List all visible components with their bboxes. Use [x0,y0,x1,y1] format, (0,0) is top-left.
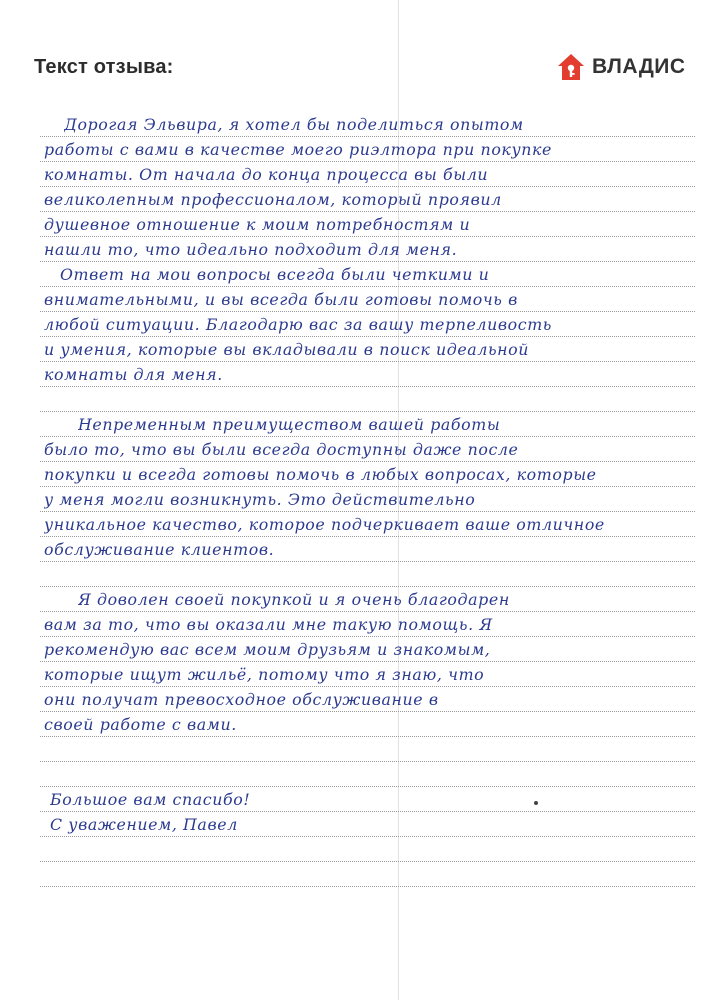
ruled-line [40,361,695,362]
ruled-line [40,686,695,687]
ruled-line [40,836,695,837]
ruled-line [40,486,695,487]
ruled-line [40,536,695,537]
ruled-line [40,611,695,612]
ruled-line [40,886,695,887]
ruled-line [40,761,695,762]
handwritten-line: Ответ на мои вопросы всегда были четкими и [60,265,490,284]
brand-name: ВЛАДИС [592,55,686,78]
handwritten-line: Я доволен своей покупкой и я очень благодарен [78,590,510,609]
ruled-line [40,736,695,737]
handwritten-line: Дорогая Эльвира, я хотел бы поделиться опытом [64,115,524,134]
page-title: Текст отзыва: [34,56,174,78]
handwritten-line: нашли то, что идеально подходит для меня. [44,240,458,259]
ruled-line [40,236,695,237]
handwritten-line: работы с вами в качестве моего риэлтора при покупке [44,140,552,159]
handwritten-line: вам за то, что вы оказали мне такую помощь. Я [44,615,493,634]
ruled-line [40,161,695,162]
handwritten-line: рекомендую вас всем моим друзьям и знакомым, [44,640,491,659]
handwritten-line: и умения, которые вы вкладывали в поиск идеальной [44,340,530,359]
ruled-line [40,861,695,862]
ruled-line [40,386,695,387]
ruled-line [40,561,695,562]
handwritten-line: обслуживание клиентов. [44,540,275,559]
handwritten-line: уникальное качество, которое подчеркивает ваше отличное [44,515,605,534]
ruled-line [40,286,695,287]
ruled-line [40,411,695,412]
ruled-line [40,586,695,587]
ruled-line [40,711,695,712]
ruled-line [40,811,695,812]
ruled-line [40,511,695,512]
handwritten-closing: Большое вам спасибо! [50,790,251,809]
handwritten-signature: С уважением, Павел [50,815,238,834]
ruled-line [40,261,695,262]
handwritten-line: они получат превосходное обслуживание в [44,690,439,709]
handwritten-line: душевное отношение к моим потребностям и [44,215,471,234]
ruled-line [40,311,695,312]
handwritten-line: внимательными, и вы всегда были готовы помочь в [44,290,518,309]
ruled-line [40,461,695,462]
handwritten-line: которые ищут жильё, потому что я знаю, что [44,665,485,684]
handwritten-line: покупки и всегда готовы помочь в любых вопросах, которые [44,465,597,484]
ruled-line [40,336,695,337]
handwritten-line: любой ситуации. Благодарю вас за вашу терпеливость [44,315,552,334]
ruled-line [40,211,695,212]
handwritten-line: комнаты. От начала до конца процесса вы были [44,165,489,184]
ruled-line [40,186,695,187]
handwritten-line: у меня могли возникнуть. Это действительно [44,490,476,509]
ruled-line [40,136,695,137]
ruled-line [40,661,695,662]
handwritten-line: своей работе с вами. [44,715,237,734]
ruled-line [40,436,695,437]
handwritten-line: великолепным профессионалом, который проявил [44,190,502,209]
handwritten-line: комнаты для меня. [44,365,223,384]
handwritten-line: Непременным преимуществом вашей работы [78,415,501,434]
ruled-line [40,786,695,787]
ruled-line [40,636,695,637]
ink-dot [534,801,538,805]
handwritten-line: было то, что вы были всегда доступны даже после [44,440,519,459]
